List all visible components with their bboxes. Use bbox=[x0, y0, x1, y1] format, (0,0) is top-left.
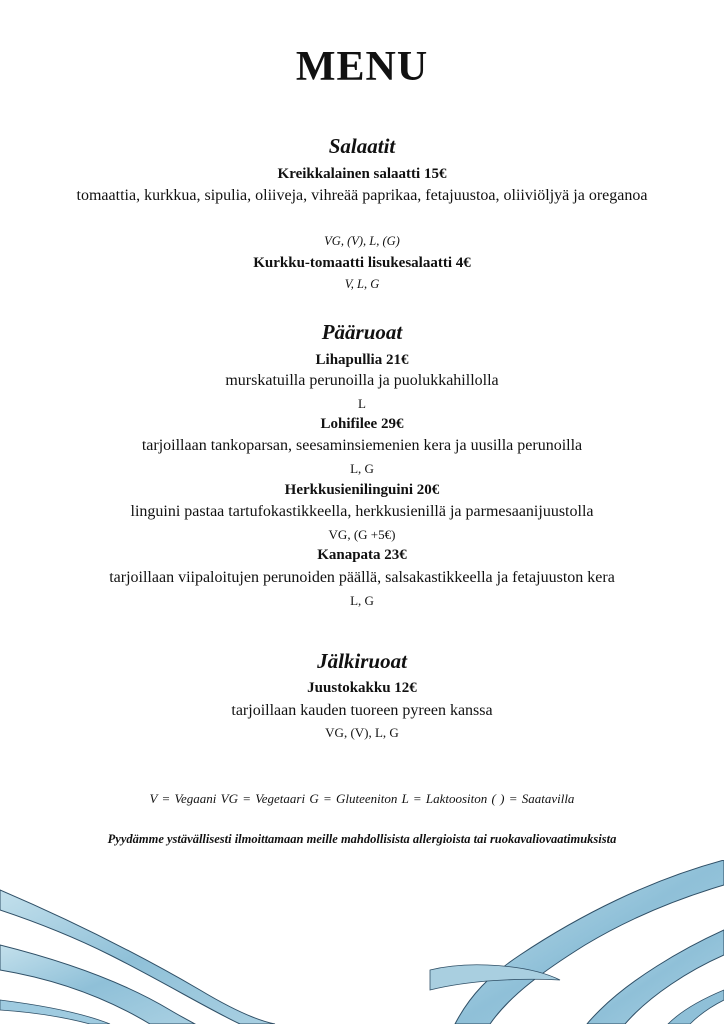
dish-description: murskatuilla perunoilla ja puolukkahillolla bbox=[225, 372, 499, 389]
dish-tags: V, L, G bbox=[344, 277, 380, 291]
dish-tags: L, G bbox=[350, 461, 374, 476]
section-title-paaruoat: Pääruoat bbox=[321, 320, 403, 344]
dish-description: tomaattia, kurkkua, sipulia, oliiveja, vihreää paprikaa, fetajuustoa, oliiviöljyä ja oreganoa bbox=[76, 187, 648, 204]
dish-description: tarjoillaan kauden tuoreen pyreen kanssa bbox=[231, 702, 493, 719]
dish-tags: L bbox=[358, 396, 366, 411]
wave-ribbon-left-thin bbox=[0, 1000, 110, 1024]
dish-name: Kanapata 23€ bbox=[317, 547, 407, 563]
allergy-note: Pyydämme ystävällisesti ilmoittamaan meille mahdollisista allergioista tai ruokavaliovaatimuksista bbox=[107, 832, 617, 846]
dish-description: tarjoillaan viipaloitujen perunoiden päällä, salsakastikkeella ja fetajuuston kera bbox=[109, 569, 615, 586]
section-title-salaatit: Salaatit bbox=[328, 134, 396, 158]
dish-name: Kurkku-tomaatti lisukesalaatti 4€ bbox=[253, 255, 471, 271]
dish-tags: L, G bbox=[350, 593, 374, 608]
dish-tags: VG, (V), L, G bbox=[325, 725, 399, 740]
dish-name: Juustokakku 12€ bbox=[307, 680, 417, 696]
diet-legend: V = Vegaani VG = Vegetaari G = Gluteeniton L = Laktoositon ( ) = Saatavilla bbox=[149, 791, 575, 806]
decorative-waves bbox=[0, 860, 724, 1024]
dish-tags: VG, (G +5€) bbox=[328, 527, 396, 542]
dish-tags: VG, (V), L, (G) bbox=[324, 234, 400, 248]
wave-ribbon-right bbox=[455, 860, 724, 1024]
dish-name: Lohifilee 29€ bbox=[320, 416, 404, 432]
section-title-jalkiruoat: Jälkiruoat bbox=[317, 649, 407, 673]
dish-name: Kreikkalainen salaatti 15€ bbox=[277, 166, 447, 182]
dish-name: Lihapullia 21€ bbox=[315, 352, 409, 368]
dish-description: linguini pastaa tartufokastikkeella, herkkusienillä ja parmesaanijuustolla bbox=[130, 503, 594, 520]
menu-title: MENU bbox=[295, 44, 429, 90]
dish-description: tarjoillaan tankoparsan, seesaminsiemenien kera ja uusilla perunoilla bbox=[141, 437, 583, 454]
dish-name: Herkkusienilinguini 20€ bbox=[284, 482, 440, 498]
wave-ribbon-right-thin bbox=[668, 990, 724, 1024]
